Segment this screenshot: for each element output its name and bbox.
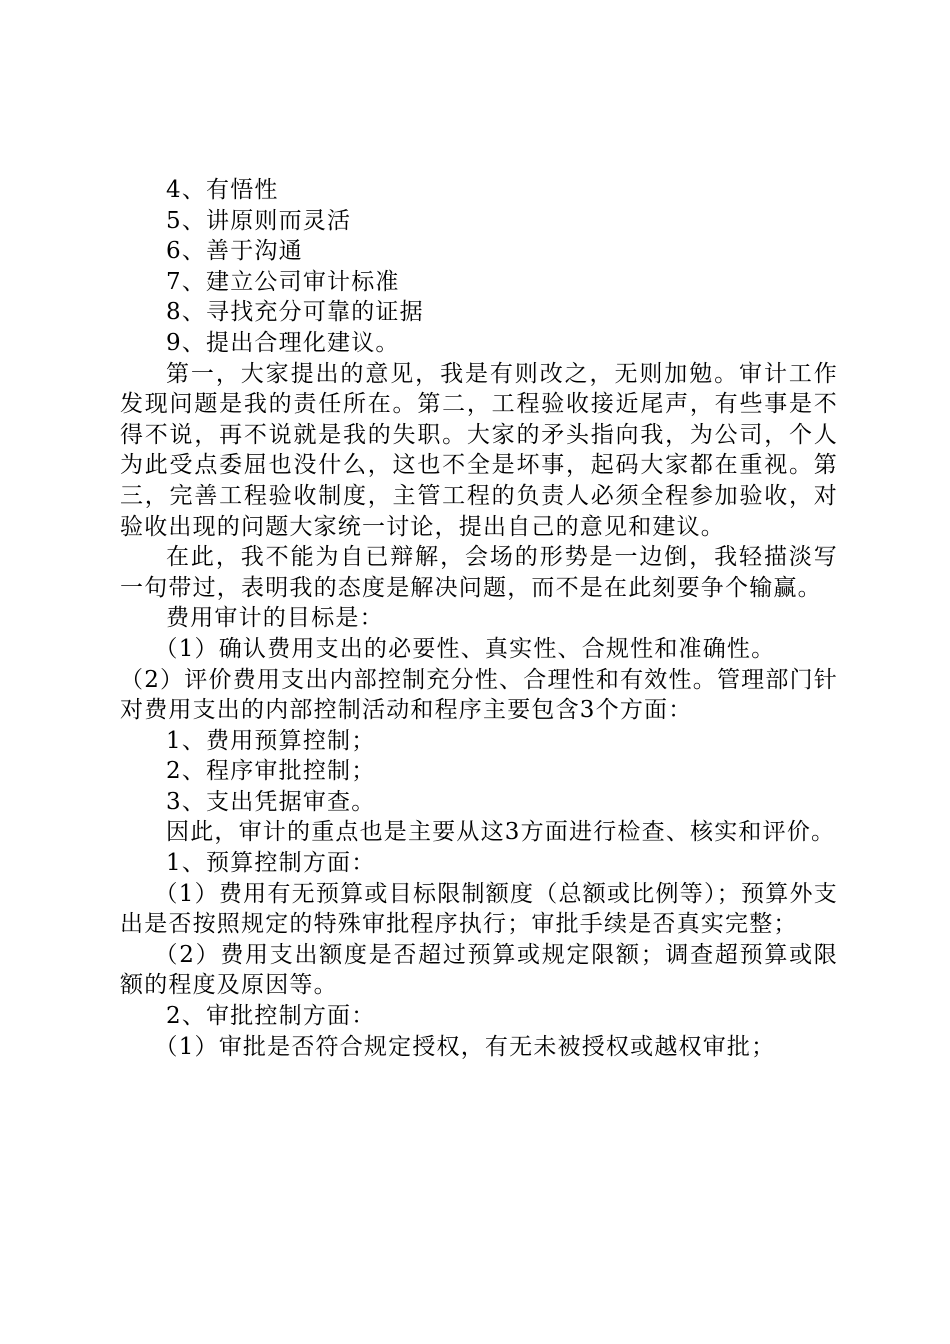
control-item-2: 2、程序审批控制； bbox=[166, 758, 376, 785]
list-item-4: 4、有悟性 bbox=[166, 177, 279, 203]
section-heading-budget-control: 1、预算控制方面： bbox=[166, 850, 376, 877]
list-item-9: 9、提出合理化建议。 bbox=[166, 329, 400, 356]
control-item-3: 3、支出凭据审查。 bbox=[166, 788, 376, 815]
paragraph-attitude: 在此，我不能为自已辩解，会场的形势是一边倒，我轻描淡写一句带过，表明我的态度是解决问题，而不是在此刻要争个输赢。 bbox=[120, 544, 838, 601]
list-item-7: 7、建立公司审计标准 bbox=[166, 268, 400, 295]
document-body bbox=[120, 175, 838, 1062]
approval-item-1: （1）审批是否符合规定授权，有无未被授权或越权审批； bbox=[154, 1033, 776, 1060]
list-item-5: 5、讲原则而灵活 bbox=[166, 207, 352, 234]
paragraph-audit-focus: 因此，审计的重点也是主要从这3方面进行检查、核实和评价。 bbox=[166, 819, 836, 846]
goal-item-1: （1）确认费用支出的必要性、真实性、合规性和准确性。 bbox=[154, 635, 776, 662]
goal-item-2: （2）评价费用支出内部控制充分性、合理性和有效性。管理部门针对费用支出的内部控制活动和程序主要包含3个方面： bbox=[120, 666, 838, 724]
section-heading-approval-control: 2、审批控制方面： bbox=[166, 1003, 376, 1030]
budget-item-1: （1）费用有无预算或目标限制额度（总额或比例等）；预算外支出是否按照规定的特殊审批程序执行；审批手续是否真实完整； bbox=[120, 880, 838, 938]
control-item-1: 1、费用预算控制； bbox=[166, 727, 376, 754]
budget-item-2: （2）费用支出额度是否超过预算或规定限额；调查超预算或限额的程度及原因等。 bbox=[120, 941, 838, 999]
list-item-6: 6、善于沟通 bbox=[166, 238, 303, 265]
section-heading-audit-goal: 费用审计的目标是： bbox=[166, 605, 384, 632]
list-item-8: 8、寻找充分可靠的证据 bbox=[166, 299, 424, 326]
paragraph-response: 第一，大家提出的意见，我是有则改之，无则加勉。审计工作发现问题是我的责任所在。第二，工程验收接近尾声，有些事是不得不说，再不说就是我的失职。大家的矛头指向我，为公司，个人为此受点委屈也没什么，这也不全是坏事，起码大家都在重视。第三，完善工程验收制度，主管工程的负责人必须全程参加验收，对验收出现的问题大家统一讨论，提出自己的意见和建议。 bbox=[120, 360, 838, 540]
